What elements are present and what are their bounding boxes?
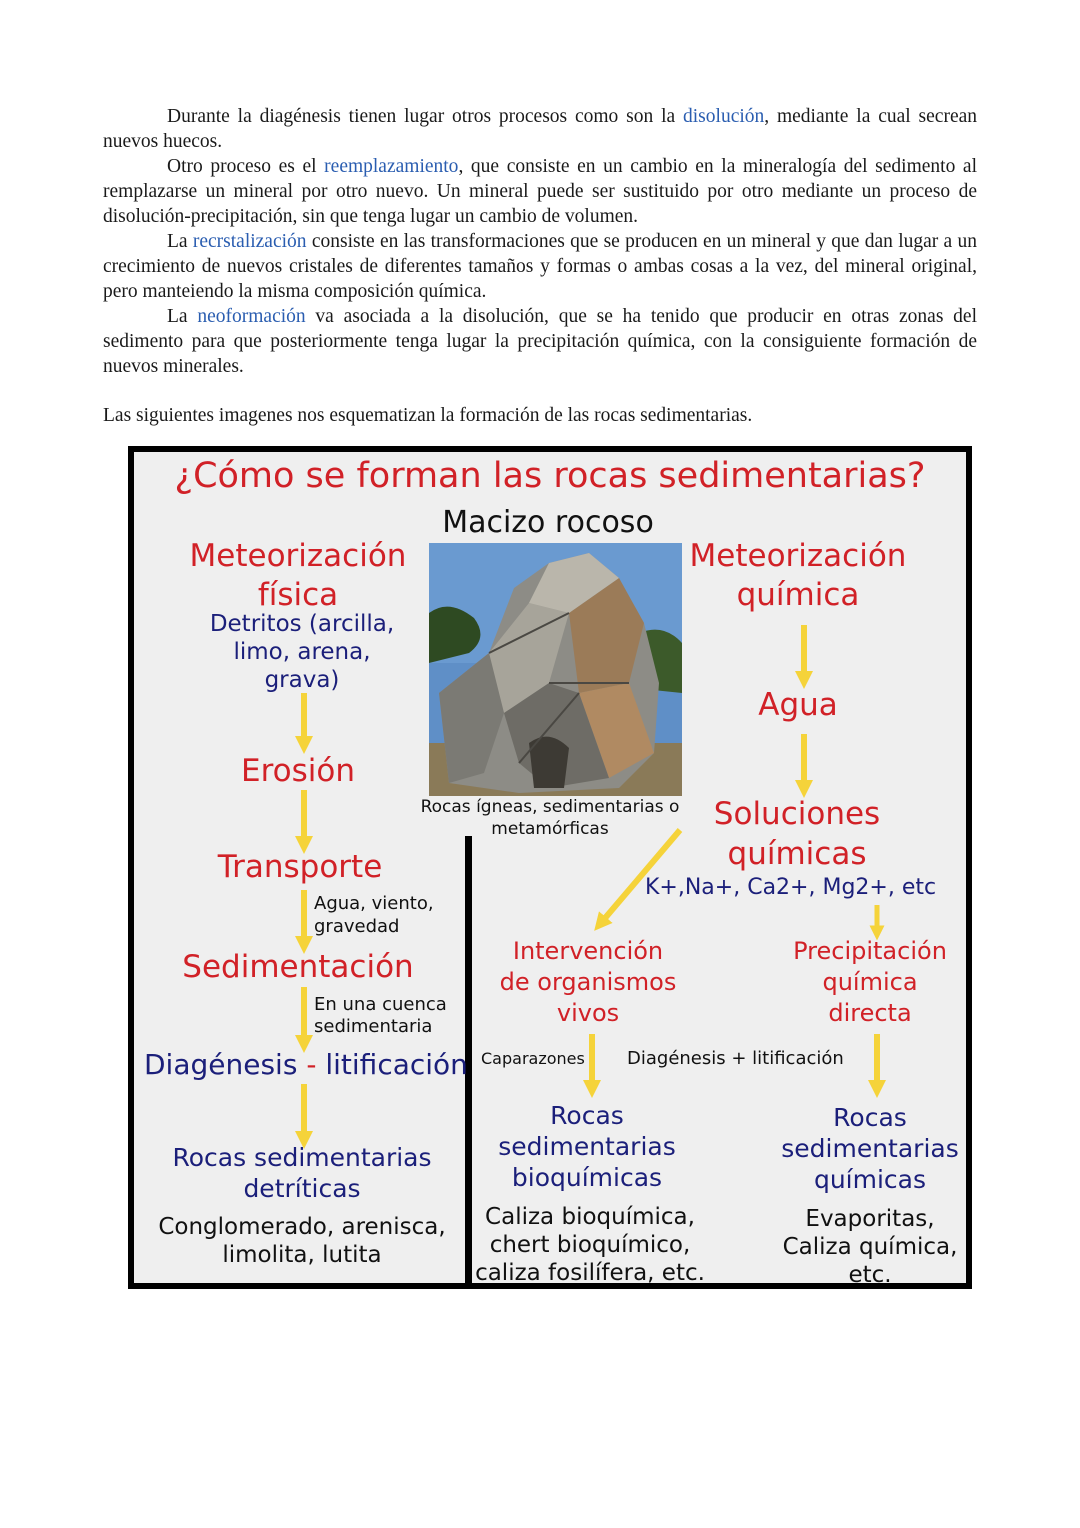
precipitacion-3: directa bbox=[828, 999, 912, 1027]
paragraph-recristalizacion: La recrstalización consiste en las transformaciones que se producen en un mineral y que dan lugar a un crecimiento de nuevos cristales de diferentes tamaños y formas o ambas cosas a la vez, del mineral original, pero manteiendo la misma composición química. bbox=[103, 231, 977, 302]
quimicas-3: químicas bbox=[813, 1165, 927, 1194]
quimicas-examples-1: Evaporitas, bbox=[805, 1206, 935, 1232]
detriticas-1: Rocas sedimentarias bbox=[172, 1143, 432, 1172]
agents-1: Agua, viento, bbox=[314, 893, 434, 914]
cuenca-2: sedimentaria bbox=[314, 1016, 433, 1037]
rock-massif-photo bbox=[429, 543, 682, 796]
precipitacion-2: química bbox=[822, 968, 918, 996]
detriticas-2: detríticas bbox=[243, 1174, 361, 1203]
paragraph-neoformacion: La neoformación va asociada a la disolución, que se ha tenido que producir en otras zonas del sedimento para que posteriormente tenga lugar la precipitación química, con la consiguiente formación de nuevos minerales. bbox=[103, 306, 978, 377]
ions-label: K+,Na+, Ca2+, Mg2+, etc bbox=[645, 875, 937, 900]
rock-caption-2: metamórficas bbox=[491, 819, 609, 839]
meteorizacion-fisica-2: física bbox=[257, 577, 339, 613]
bioquimicas-1: Rocas bbox=[550, 1101, 624, 1130]
erosion-label: Erosión bbox=[241, 753, 355, 789]
diagenesis-litificacion-right: Diagénesis + litificación bbox=[627, 1048, 844, 1069]
intro-line: Las siguientes imagenes nos esquematizan la formación de las rocas sedimentarias. bbox=[103, 405, 753, 426]
agua-label: Agua bbox=[758, 687, 838, 723]
body-text bbox=[103, 104, 977, 379]
bioquimicas-examples-2: chert bioquímico, bbox=[489, 1232, 691, 1258]
detritos-2: limo, arena, bbox=[233, 639, 371, 665]
term-disolucion: disolución bbox=[683, 106, 765, 127]
intervencion-3: vivos bbox=[556, 999, 620, 1027]
diagram-title: ¿Cómo se forman las rocas sedimentarias? bbox=[174, 456, 926, 496]
bioquimicas-examples-1: Caliza bioquímica, bbox=[485, 1204, 695, 1230]
rock-caption-1: Rocas ígneas, sedimentarias o bbox=[420, 797, 680, 817]
transporte-label: Transporte bbox=[217, 849, 383, 885]
detritos-3: grava) bbox=[264, 667, 340, 693]
soluciones-1: Soluciones bbox=[713, 796, 881, 832]
sedimentacion-label: Sedimentación bbox=[182, 949, 414, 985]
diagram-sedimentary-rocks bbox=[128, 446, 972, 1289]
detritos-1: Detritos (arcilla, bbox=[209, 611, 395, 637]
bioquimicas-examples-3: caliza fosilífera, etc. bbox=[475, 1260, 705, 1286]
agents-2: gravedad bbox=[314, 916, 400, 937]
meteorizacion-quimica-1: Meteorización bbox=[689, 538, 907, 574]
paragraph-reemplazamiento: Otro proceso es el reemplazamiento, que consiste en un cambio en la mineralogía del sedimento al remplazarse un mineral por otro nuevo. Un mineral puede ser sustituido por otro mediante un proceso de disolución-precipitación, sin que tenga lugar un cambio de volumen. bbox=[103, 156, 978, 227]
meteorizacion-quimica-2: química bbox=[736, 577, 860, 613]
paragraph-disolucion: Durante la diagénesis tienen lugar otros procesos como son la disolución, mediante la cual secrean nuevos huecos. bbox=[103, 106, 978, 152]
intervencion-1: Intervención bbox=[512, 937, 664, 965]
quimicas-2: sedimentarias bbox=[781, 1134, 959, 1163]
detriticas-examples-1: Conglomerado, arenisca, bbox=[158, 1214, 446, 1240]
term-reemplazamiento: reemplazamiento bbox=[324, 156, 459, 177]
quimicas-1: Rocas bbox=[833, 1103, 907, 1132]
caparazones-label: Caparazones bbox=[481, 1049, 585, 1068]
precipitacion-1: Precipitación bbox=[793, 937, 947, 965]
quimicas-examples-3: etc. bbox=[848, 1262, 892, 1288]
quimicas-examples-2: Caliza química, bbox=[782, 1234, 958, 1260]
meteorizacion-fisica-1: Meteorización bbox=[189, 538, 407, 574]
cuenca-1: En una cuenca bbox=[314, 994, 447, 1015]
term-neoformacion: neoformación bbox=[197, 306, 306, 327]
soluciones-2: químicas bbox=[727, 836, 867, 872]
intervencion-2: de organismos bbox=[499, 968, 677, 996]
macizo-label: Macizo rocoso bbox=[442, 505, 654, 540]
term-recristalizacion: recrstalización bbox=[192, 231, 307, 252]
bioquimicas-3: bioquímicas bbox=[511, 1163, 663, 1192]
bioquimicas-2: sedimentarias bbox=[498, 1132, 676, 1161]
detriticas-examples-2: limolita, lutita bbox=[222, 1242, 382, 1268]
diagenesis-litificacion: Diagénesis - litificación bbox=[144, 1048, 468, 1081]
